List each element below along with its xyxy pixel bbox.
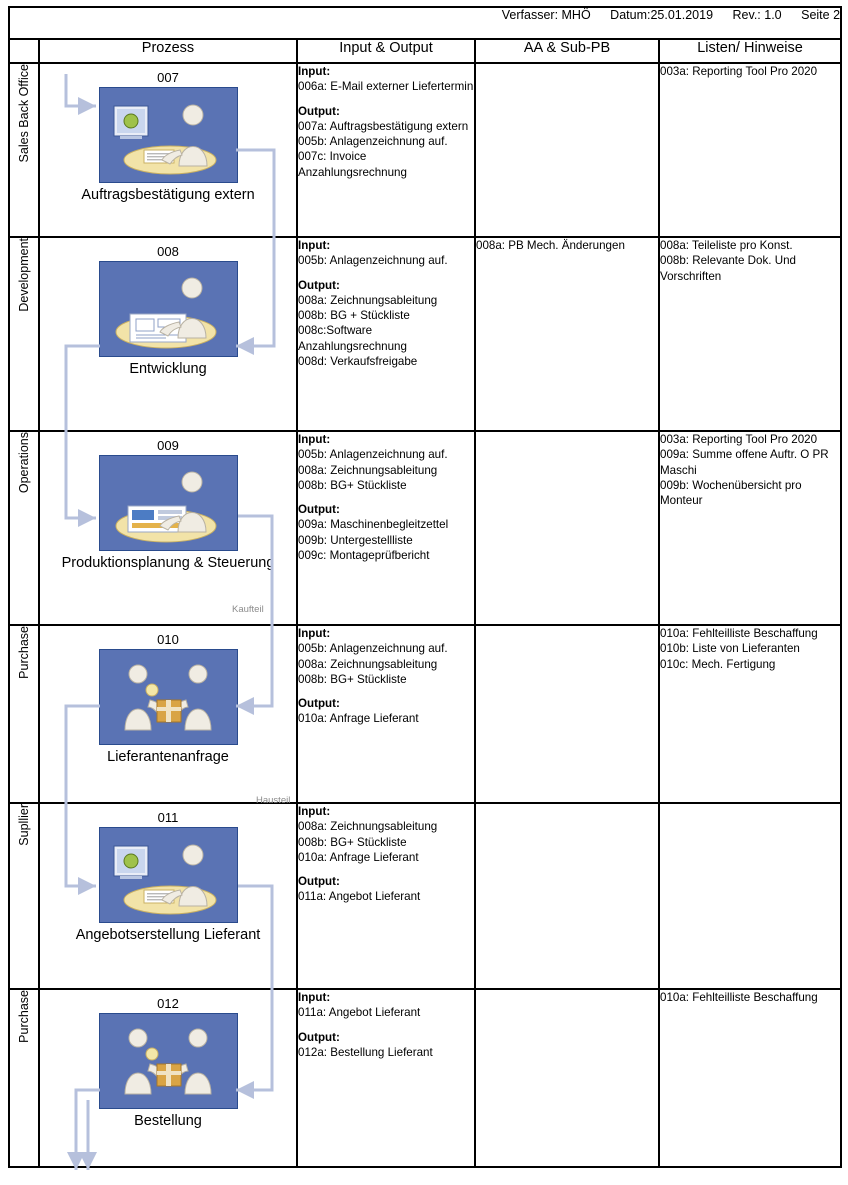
- process-title: Angebotserstellung Lieferant: [75, 927, 261, 943]
- date-label: Datum:25.01.2019: [610, 8, 714, 22]
- list-item: 008a: Teileliste pro Konst.: [660, 239, 793, 252]
- input-heading: Input:: [298, 433, 331, 446]
- aa-cell-011: [475, 803, 659, 989]
- process-cell-007[interactable]: [39, 63, 297, 237]
- process-cell-011[interactable]: [39, 803, 297, 989]
- aa-item: 008a: PB Mech. Änderungen: [476, 239, 625, 252]
- column-header-aa: AA & Sub-PB: [475, 39, 659, 63]
- lane-label-development: Development: [9, 237, 39, 431]
- input-line: 011a: Angebot Lieferant: [298, 1006, 421, 1020]
- output-heading: Output:: [298, 104, 340, 118]
- process-flow-table: [8, 6, 842, 1168]
- output-heading: Output:: [298, 875, 340, 889]
- process-title: Entwicklung: [129, 361, 207, 377]
- aa-cell-010: [475, 625, 659, 803]
- process-title: Bestellung: [134, 1113, 202, 1129]
- page-label: Seite 2: [801, 8, 841, 22]
- lists-cell-012: [659, 989, 841, 1167]
- list-item: 010c: Mech. Fertigung: [660, 657, 776, 671]
- aa-cell-008: [475, 237, 659, 431]
- input-heading: Input:: [298, 239, 331, 252]
- output-heading: Output:: [298, 1030, 340, 1044]
- process-cell-012[interactable]: [39, 989, 297, 1167]
- lane-label-purchase-012: Purchase: [9, 989, 39, 1167]
- output-heading: Output:: [298, 697, 340, 711]
- process-cell-008[interactable]: [39, 237, 297, 431]
- person-at-planning-board-icon: [99, 455, 238, 551]
- input-heading: Input:: [298, 805, 331, 818]
- document-header-row: [9, 7, 841, 39]
- input-line: 010a: Anfrage Lieferant: [298, 850, 419, 864]
- revision-label: Rev.: 1.0: [732, 8, 782, 22]
- input-heading: Input:: [298, 65, 331, 78]
- output-line: 010a: Anfrage Lieferant: [298, 712, 419, 726]
- input-line: 008a: Zeichnungsableitung: [298, 463, 438, 477]
- input-line: 006a: E-Mail externer Liefertermin: [298, 80, 474, 94]
- lists-cell-007: [659, 63, 841, 237]
- io-cell-009: [297, 431, 475, 625]
- document-header: [9, 7, 841, 39]
- process-number: 009: [157, 438, 179, 453]
- list-item: 010a: Fehlteilliste Beschaffung: [660, 991, 818, 1004]
- person-at-drawing-board-icon: [99, 261, 238, 357]
- output-line: 008d: Verkaufsfreigabe: [298, 355, 418, 369]
- column-header-io: Input & Output: [297, 39, 475, 63]
- output-line: 008a: Zeichnungsableitung: [298, 293, 438, 307]
- input-line: 005b: Anlagenzeichnung auf.: [298, 642, 448, 656]
- list-item: 008b: Relevante Dok. Und Vorschriften: [660, 254, 796, 283]
- output-heading: Output:: [298, 278, 340, 292]
- aa-cell-009: [475, 431, 659, 625]
- output-line: 009c: Montageprüfbericht: [298, 549, 430, 563]
- io-cell-007: [297, 63, 475, 237]
- output-line: 012a: Bestellung Lieferant: [298, 1045, 433, 1059]
- column-header-row: [9, 39, 841, 63]
- lane-label-operations: Operations: [9, 431, 39, 625]
- table-row: [9, 625, 841, 803]
- output-line: 008c:Software Anzahlungsrechnung: [298, 324, 407, 353]
- table-row: [9, 237, 841, 431]
- table-row: [9, 63, 841, 237]
- list-item: 003a: Reporting Tool Pro 2020: [660, 433, 818, 446]
- two-people-package-handover-icon: [99, 1013, 238, 1109]
- aa-cell-012: [475, 989, 659, 1167]
- process-title: Produktionsplanung & Steuerung: [61, 555, 275, 571]
- person-at-desk-with-document-icon: [99, 827, 238, 923]
- output-line: 011a: Angebot Lieferant: [298, 890, 421, 904]
- lane-label-supplier: Supllier: [9, 803, 39, 989]
- table-row: [9, 989, 841, 1167]
- input-line: 008b: BG+ Stückliste: [298, 835, 407, 849]
- input-heading: Input:: [298, 627, 331, 640]
- process-cell-010[interactable]: [39, 625, 297, 803]
- column-header-lists: Listen/ Hinweise: [659, 39, 841, 63]
- output-line: 008b: BG + Stückliste: [298, 309, 410, 323]
- process-number: 008: [157, 244, 179, 259]
- table-row: [9, 431, 841, 625]
- io-cell-011: [297, 803, 475, 989]
- input-heading: Input:: [298, 991, 331, 1004]
- lane-label-purchase-010: Purchase: [9, 625, 39, 803]
- list-item: 009a: Summe offene Auftr. O PR Maschi: [660, 448, 829, 477]
- process-title: Lieferantenanfrage: [107, 749, 229, 765]
- list-item: 010b: Liste von Lieferanten: [660, 642, 800, 656]
- process-title: Auftragsbestätigung extern: [81, 187, 255, 203]
- lists-cell-011: [659, 803, 841, 989]
- io-cell-012: [297, 989, 475, 1167]
- output-line: 007a: Auftragsbestätigung extern: [298, 119, 469, 133]
- column-header-process: Prozess: [39, 39, 297, 63]
- lists-cell-008: [659, 237, 841, 431]
- author-label: Verfasser: MHÖ: [501, 8, 591, 22]
- output-heading: Output:: [298, 503, 340, 517]
- process-number: 007: [157, 70, 179, 85]
- input-line: 008b: BG+ Stückliste: [298, 672, 407, 686]
- input-line: 008a: Zeichnungsableitung: [298, 820, 438, 834]
- input-line: 008a: Zeichnungsableitung: [298, 657, 438, 671]
- output-line: 009a: Maschinenbegleitzettel: [298, 518, 449, 532]
- io-cell-010: [297, 625, 475, 803]
- process-number: 012: [157, 996, 179, 1011]
- list-item: 003a: Reporting Tool Pro 2020: [660, 65, 818, 78]
- lists-cell-009: [659, 431, 841, 625]
- edge-label-kaufteil: Kaufteil: [232, 604, 264, 615]
- input-line: 008b: BG+ Stückliste: [298, 478, 407, 492]
- two-people-package-handover-icon: [99, 649, 238, 745]
- table-row: [9, 803, 841, 989]
- edge-label-hausteil: Hausteil: [256, 795, 291, 806]
- aa-cell-007: [475, 63, 659, 237]
- output-line: 005b: Anlagenzeichnung auf.: [298, 135, 448, 149]
- list-item: 010a: Fehlteilliste Beschaffung: [660, 627, 818, 640]
- lane-label-sales-back-office: Sales Back Office: [9, 63, 39, 237]
- process-cell-009[interactable]: [39, 431, 297, 625]
- output-line: 009b: Untergestellliste: [298, 533, 413, 547]
- lists-cell-010: [659, 625, 841, 803]
- output-line: 007c: Invoice Anzahlungsrechnung: [298, 150, 407, 179]
- list-item: 009b: Wochenübersicht pro Monteur: [660, 478, 802, 508]
- process-number: 011: [157, 810, 179, 825]
- person-at-desk-with-document-icon: [99, 87, 238, 183]
- io-cell-008: [297, 237, 475, 431]
- process-number: 010: [157, 632, 179, 647]
- input-line: 005b: Anlagenzeichnung auf.: [298, 448, 448, 462]
- input-line: 005b: Anlagenzeichnung auf.: [298, 254, 448, 268]
